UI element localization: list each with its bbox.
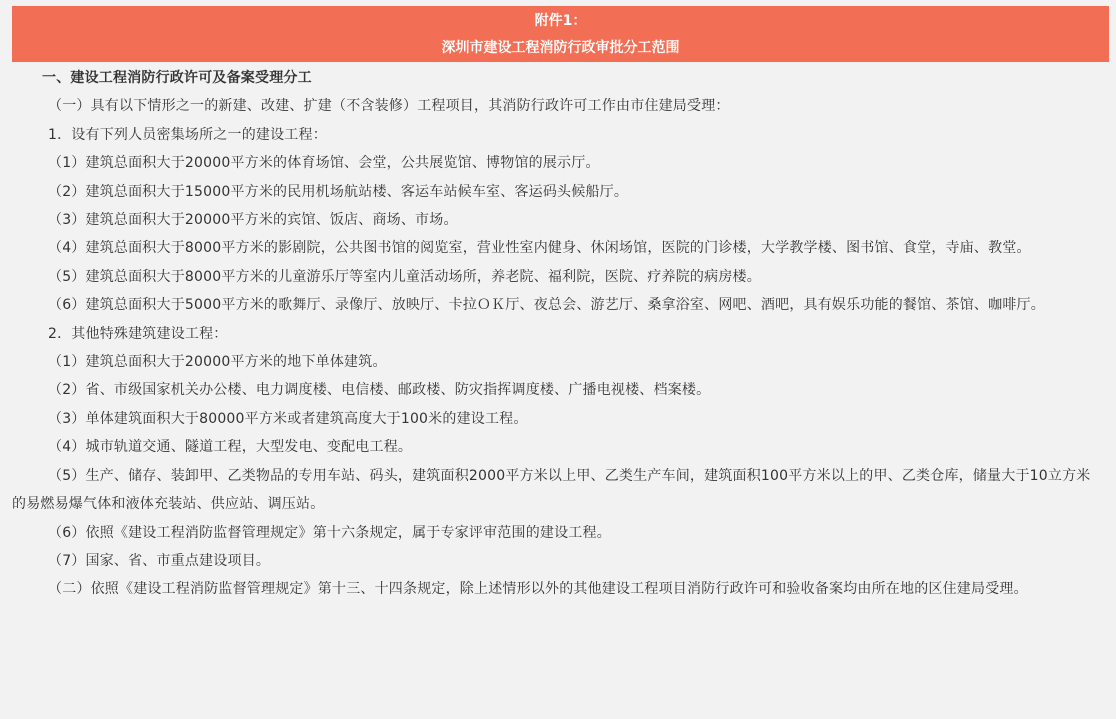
paragraph: 1．设有下列人员密集场所之一的建设工程：: [48, 126, 327, 143]
paragraph: （3）建筑总面积大于20000平方米的宾馆、饭店、商场、市场。: [48, 212, 458, 229]
section-heading: 一、建设工程消防行政许可及备案受理分工: [42, 70, 312, 86]
paragraph: （2）建筑总面积大于15000平方米的民用机场航站楼、客运车站候车室、客运码头候船厅。: [48, 183, 629, 200]
document-title: 深圳市建设工程消防行政审批分工范围: [441, 40, 680, 56]
paragraph: （二）依照《建设工程消防监督管理规定》第十三、十四条规定，除上述情形以外的其他建设工程项目消防行政许可和验收备案均由所在地的区住建局受理。: [48, 581, 1028, 598]
paragraph: （5）生产、储存、装卸甲、乙类物品的专用车站、码头，建筑面积2000平方米以上甲、乙类生产车间，建筑面积100平方米以上的甲、乙类仓库，储量大于10立方米的易燃易爆气体和液体充装站、供应站、调压站。: [12, 467, 1091, 513]
paragraph: （7）国家、省、市重点建设项目。: [48, 552, 271, 569]
paragraph: 2．其他特殊建筑建设工程：: [48, 325, 228, 342]
paragraph: （6）建筑总面积大于5000平方米的歌舞厅、录像厅、放映厅、卡拉ＯＫ厅、夜总会、游艺厅、桑拿浴室、网吧、酒吧，具有娱乐功能的餐馆、茶馆、咖啡厅。: [48, 297, 1045, 314]
title-banner: [12, 6, 1109, 62]
paragraph: （4）城市轨道交通、隧道工程，大型发电、变配电工程。: [48, 439, 413, 456]
attachment-label: 附件1：: [534, 13, 587, 29]
paragraph: （6）依照《建设工程消防监督管理规定》第十六条规定，属于专家评审范围的建设工程。: [48, 524, 611, 541]
paragraph: （1）建筑总面积大于20000平方米的体育场馆、会堂，公共展览馆、博物馆的展示厅。: [48, 155, 600, 172]
paragraph: （2）省、市级国家机关办公楼、电力调度楼、电信楼、邮政楼、防灾指挥调度楼、广播电视楼、档案楼。: [48, 382, 711, 399]
document-body: [12, 64, 1104, 604]
paragraph: （3）单体建筑面积大于80000平方米或者建筑高度大于100米的建设工程。: [48, 410, 528, 427]
paragraph: （一）具有以下情形之一的新建、改建、扩建（不含装修）工程项目，其消防行政许可工作由市住建局受理：: [48, 98, 730, 115]
paragraph: （1）建筑总面积大于20000平方米的地下单体建筑。: [48, 354, 387, 371]
paragraph: （5）建筑总面积大于8000平方米的儿童游乐厅等室内儿童活动场所，养老院、福利院，医院、疗养院的病房楼。: [48, 268, 761, 285]
paragraph: （4）建筑总面积大于8000平方米的影剧院，公共图书馆的阅览室，营业性室内健身、休闲场馆，医院的门诊楼，大学教学楼、图书馆、食堂，寺庙、教堂。: [48, 240, 1031, 257]
